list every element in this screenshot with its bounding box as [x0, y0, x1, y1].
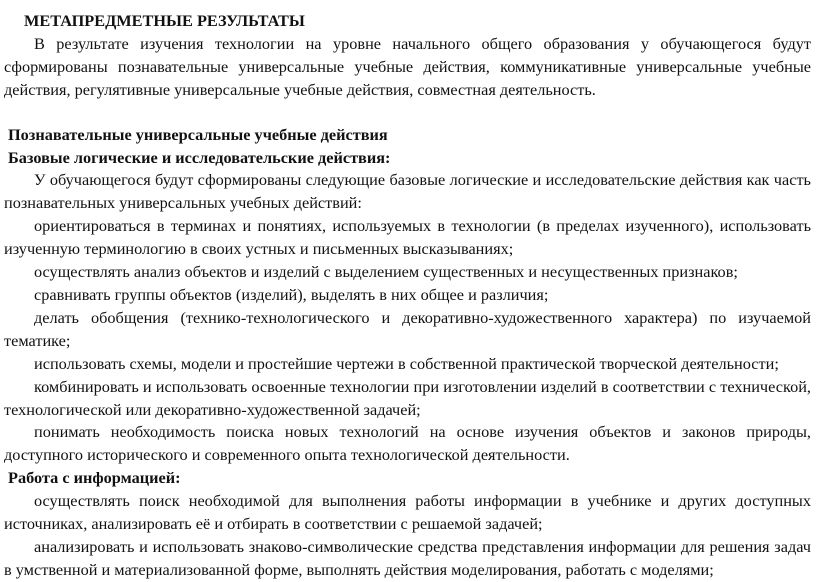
list-item: использовать схемы, модели и простейшие чертежи в собственной практической творческой деятельности; — [34, 353, 779, 373]
list-item: делать обобщения (технико-технологического и декоративно-художественного характера) по изучаемой тематике; — [4, 307, 811, 350]
list-item: осуществлять анализ объектов и изделий с выделением существенных и несущественных признаков; — [34, 262, 738, 282]
page-title: МЕТАПРЕДМЕТНЫЕ РЕЗУЛЬТАТЫ — [24, 11, 305, 30]
list-item: ориентироваться в терминах и понятиях, используемых в технологии (в пределах изученного), использовать изученную терминологию в своих устных и письменных высказываниях; — [4, 216, 811, 259]
spacer — [4, 102, 811, 124]
list-item: анализировать и использовать знаково-символические средства представления информации для решения задач в умственной и материализованной форме, выполнять действия моделирования, работать с моделями; — [4, 536, 811, 579]
list-item: понимать необходимость поиска новых технологий на основе изучения объектов и законов природы, доступного исторического и современного опыта технологической деятельности. — [4, 422, 811, 465]
subsection-lead: У обучающегося будут сформированы следующие базовые логические и исследовательские действия как часть познавательных универсальных учебных действий: — [4, 170, 811, 213]
list-item: осуществлять поиск необходимой для выполнения работы информации в учебнике и других доступных источниках, анализировать её и отбирать в соответствии с решаемой задачей; — [4, 491, 811, 534]
intro-paragraph: В результате изучения технологии на уровне начального общего образования у обучающегося будут сформированы познавательные универсальные учебные действия, коммуникативные универсальные учебные действия, регулятивные универсальные учебные действия, совместная деятельность. — [4, 33, 811, 99]
list-item: комбинировать и использовать освоенные технологии при изготовлении изделий в соответствии с технической, технологической или декоративно-художественной задачей; — [4, 376, 811, 419]
section-heading: Познавательные универсальные учебные действия — [8, 124, 388, 144]
subsection-heading: Базовые логические и исследовательские действия: — [8, 147, 391, 167]
list-item: сравнивать группы объектов (изделий), выделять в них общее и различия; — [34, 284, 549, 304]
subsection-heading: Работа с информацией: — [8, 468, 181, 488]
